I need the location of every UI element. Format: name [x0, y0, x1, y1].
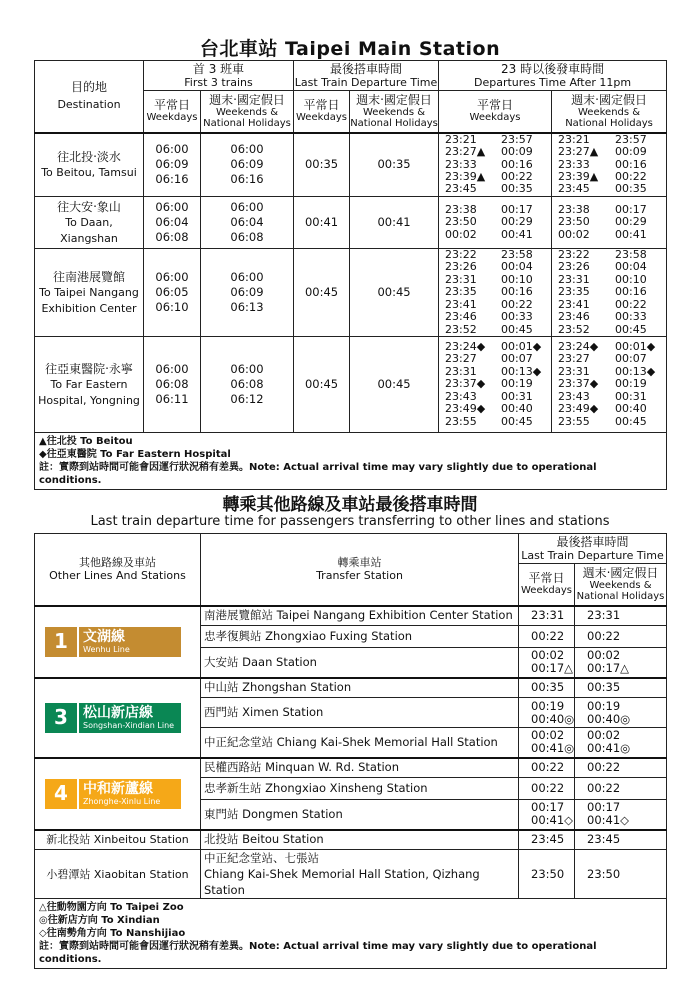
- departure-time: 23:49◆: [558, 402, 599, 416]
- transfer-station: 南港展覽館站 Taipei Nangang Exhibition Center Station: [201, 606, 519, 626]
- departure-time: 23:39▲: [558, 169, 599, 183]
- departure-time: 23:24◆: [445, 340, 486, 354]
- after-11pm-weekends: [552, 337, 667, 433]
- last-train-weekdays: 00:17 00:41◇: [519, 800, 575, 830]
- departure-time: 00:02: [445, 227, 477, 241]
- line-name-en: Songshan-Xindian Line: [83, 720, 175, 730]
- transfer-station: 民權西路站 Minquan W. Rd. Station: [201, 758, 519, 778]
- after-11pm-weekdays: [439, 337, 552, 433]
- departure-time: 23:26: [445, 260, 477, 274]
- departure-time: 23:45: [558, 182, 590, 196]
- line-number: 1: [45, 627, 77, 657]
- departure-time: 00:10: [615, 272, 647, 286]
- transfer-row: [35, 678, 667, 698]
- departure-time: 23:38: [558, 202, 590, 216]
- departure-time: 00:41: [615, 227, 647, 241]
- last-train-weekends: 00:02 00:17△: [575, 648, 667, 678]
- first-trains-weekdays: 06:00 06:05 06:10: [144, 249, 201, 337]
- departure-time: 00:13◆: [615, 364, 656, 378]
- last-train-weekdays: 00:22: [519, 778, 575, 800]
- departure-time: 00:01◆: [615, 340, 656, 354]
- last-train-weekdays: 00:02 00:17△: [519, 648, 575, 678]
- transfer-station-header: 轉乘車站 Transfer Station: [201, 534, 519, 606]
- departure-time: 00:40: [501, 402, 533, 416]
- departure-time: 23:27▲: [445, 145, 486, 159]
- departure-time: 23:21: [558, 132, 590, 146]
- departure-time: 23:31: [445, 272, 477, 286]
- departure-time: 23:41: [445, 297, 477, 311]
- last-train-weekdays: 00:22: [519, 626, 575, 648]
- transfer-station: 東門站 Dongmen Station: [201, 800, 519, 830]
- last-train-weekends: 00:35: [575, 678, 667, 698]
- transfer-row: [35, 606, 667, 626]
- departure-time: 00:31: [501, 389, 533, 403]
- weekdays-header: 平常日 Weekdays: [294, 91, 350, 133]
- last-train-weekends: 23:50: [575, 850, 667, 899]
- transfer-station: 中正紀念堂站、七張站 Chiang Kai-Shek Memorial Hall Station, Qizhang Station: [201, 850, 519, 899]
- transfer-station: 中山站 Zhongshan Station: [201, 678, 519, 698]
- departure-time: 23:37◆: [445, 377, 486, 391]
- last-train-weekends: 00:02 00:41◎: [575, 728, 667, 758]
- weekends-header: 週末‧國定假日 Weekends & National Holidays: [552, 91, 667, 133]
- departure-time: 23:39▲: [445, 169, 486, 183]
- departure-time: 00:22: [615, 297, 647, 311]
- departure-time: 23:52: [558, 322, 590, 336]
- transfer-station: 大安站 Daan Station: [201, 648, 519, 678]
- last-train-weekdays: 00:45: [294, 249, 350, 337]
- departure-time: 23:27: [445, 352, 477, 366]
- destination-row: [35, 337, 667, 433]
- line-number: 3: [45, 703, 77, 733]
- after-11pm-weekdays: [439, 249, 552, 337]
- departure-time: 00:35: [615, 182, 647, 196]
- transfer-station: 北投站 Beitou Station: [201, 830, 519, 850]
- departure-time: 00:09: [615, 145, 647, 159]
- last-train-weekdays: 00:22: [519, 758, 575, 778]
- departure-time: 00:40: [615, 402, 647, 416]
- last-train-weekends: 00:22: [575, 626, 667, 648]
- departure-time: 23:46: [445, 310, 477, 324]
- departure-time: 23:57: [501, 132, 533, 146]
- destination-row: [35, 197, 667, 249]
- departure-time: 00:09: [501, 145, 533, 159]
- footnotes: △往動物園方向 To Taipei Zoo ◎往新店方向 To Xindian ◇往南勢角方向 To Nanshijiao 註：實際到站時間可能會因運行狀況稍有差異。Note: Actual arrival time may vary slightly due to operational conditions.: [35, 899, 667, 969]
- line-name-en: Zhonghe-Xinlu Line: [83, 796, 161, 806]
- transfer-station: 中正紀念堂站 Chiang Kai-Shek Memorial Hall Station: [201, 728, 519, 758]
- departure-time: 00:29: [501, 215, 533, 229]
- departure-time: 23:49◆: [445, 402, 486, 416]
- departure-time: 00:35: [501, 182, 533, 196]
- departure-time: 23:27: [558, 352, 590, 366]
- departure-time: 23:55: [445, 414, 477, 428]
- departure-time: 23:58: [615, 248, 647, 262]
- departure-time: 00:17: [615, 202, 647, 216]
- transfer-subtitle: Last train departure time for passengers transferring to other lines and stations: [90, 514, 610, 529]
- departure-time: 00:17: [501, 202, 533, 216]
- last-train-weekdays: 00:41: [294, 197, 350, 249]
- after-11pm-weekdays: [439, 133, 552, 197]
- line-cell: [35, 678, 201, 758]
- transfer-station: 忠孝新生站 Zhongxiao Xinsheng Station: [201, 778, 519, 800]
- first-trains-weekends: 06:00 06:09 06:13: [201, 249, 294, 337]
- departure-time: 00:19: [615, 377, 647, 391]
- departure-time: 23:31: [445, 364, 477, 378]
- departure-time: 00:16: [501, 157, 533, 171]
- last-train-weekends: 00:45: [350, 337, 439, 433]
- departure-time: 23:58: [501, 248, 533, 262]
- destination-cell: 往大安‧象山 To Daan, Xiangshan: [35, 197, 144, 249]
- last-train-weekends: 00:17 00:41◇: [575, 800, 667, 830]
- line-cell: [35, 606, 201, 678]
- departure-time: 23:27▲: [558, 145, 599, 159]
- destination-header: 目的地 Destination: [35, 61, 144, 133]
- last-train-weekends: 23:31: [575, 606, 667, 626]
- departure-time: 00:33: [615, 310, 647, 324]
- departure-time: 23:22: [445, 248, 477, 262]
- departure-time: 00:04: [615, 260, 647, 274]
- last-train-weekends: 00:45: [350, 249, 439, 337]
- departure-time: 00:01◆: [501, 340, 542, 354]
- page-title: 台北車站 Taipei Main Station: [199, 38, 501, 60]
- departure-table: [34, 60, 667, 490]
- departure-time: 00:45: [615, 414, 647, 428]
- departure-time: 23:33: [558, 157, 590, 171]
- transfer-station: 西門站 Ximen Station: [201, 698, 519, 728]
- weekdays-header: 平常日 Weekdays: [439, 91, 552, 133]
- after-11pm-weekends: [552, 197, 667, 249]
- last-train-weekends: 00:41: [350, 197, 439, 249]
- last-train-weekends: 00:19 00:40◎: [575, 698, 667, 728]
- after-11pm-weekends: [552, 249, 667, 337]
- first-trains-weekdays: 06:00 06:09 06:16: [144, 133, 201, 197]
- last-train-weekdays: 23:31: [519, 606, 575, 626]
- departure-time: 23:31: [558, 272, 590, 286]
- last-train-weekdays: 00:35: [294, 133, 350, 197]
- weekdays-header: 平常日 Weekdays: [519, 564, 575, 606]
- last-train-weekdays: 23:45: [519, 830, 575, 850]
- departure-time: 23:24◆: [558, 340, 599, 354]
- departure-time: 23:50: [445, 215, 477, 229]
- last-train-weekdays: 00:45: [294, 337, 350, 433]
- first-trains-weekdays: 06:00 06:08 06:11: [144, 337, 201, 433]
- departure-time: 23:55: [558, 414, 590, 428]
- weekends-header: 週末‧國定假日 Weekends & National Holidays: [201, 91, 294, 133]
- departure-time: 23:52: [445, 322, 477, 336]
- departure-time: 23:50: [558, 215, 590, 229]
- departure-time: 00:45: [501, 322, 533, 336]
- after-11pm-header: 23 時以後發車時間 Departures Time After 11pm: [439, 61, 667, 91]
- departure-time: 23:31: [558, 364, 590, 378]
- departure-time: 00:22: [501, 169, 533, 183]
- first-trains-weekends: 06:00 06:08 06:12: [201, 337, 294, 433]
- after-11pm-weekdays: [439, 197, 552, 249]
- departure-time: 00:31: [615, 389, 647, 403]
- departure-time: 00:41: [501, 227, 533, 241]
- transfer-row: [35, 830, 667, 850]
- departure-time: 23:37◆: [558, 377, 599, 391]
- line-cell: [35, 758, 201, 830]
- destination-row: [35, 133, 667, 197]
- line-name-en: Wenhu Line: [83, 644, 130, 654]
- line-badge-4: [45, 779, 181, 809]
- line-name-zh: 松山新店線: [83, 704, 153, 721]
- line-number: 4: [45, 779, 77, 809]
- departure-time: 00:19: [501, 377, 533, 391]
- destination-cell: 往亞東醫院‧永寧 To Far Eastern Hospital, Yongning: [35, 337, 144, 433]
- transfer-row: [35, 850, 667, 899]
- departure-time: 00:04: [501, 260, 533, 274]
- departure-time: 23:43: [558, 389, 590, 403]
- first3-header: 首 3 班車 First 3 trains: [144, 61, 294, 91]
- departure-time: 00:16: [501, 285, 533, 299]
- last-train-header: 最後搭車時間 Last Train Departure Time: [294, 61, 438, 89]
- last-train-weekends: 00:35: [350, 133, 439, 197]
- weekends-header: 週末‧國定假日 Weekends & National Holidays: [575, 564, 667, 606]
- last-train-weekdays: 00:19 00:40◎: [519, 698, 575, 728]
- after-11pm-weekends: [552, 133, 667, 197]
- departure-time: 00:16: [615, 285, 647, 299]
- departure-time: 23:57: [615, 132, 647, 146]
- other-station-cell: 新北投站 Xinbeitou Station: [35, 830, 201, 850]
- departure-time: 00:07: [615, 352, 647, 366]
- first-trains-weekends: 06:00 06:04 06:08: [201, 197, 294, 249]
- departure-time: 00:13◆: [501, 364, 542, 378]
- last-train-weekdays: 23:50: [519, 850, 575, 899]
- transfer-row: [35, 758, 667, 778]
- last-train-weekends: 23:45: [575, 830, 667, 850]
- departure-time: 23:26: [558, 260, 590, 274]
- transfer-station: 忠孝復興站 Zhongxiao Fuxing Station: [201, 626, 519, 648]
- departure-time: 00:16: [615, 157, 647, 171]
- last-train-header: 最後搭車時間 Last Train Departure Time: [519, 534, 667, 564]
- footnotes: ▲往北投 To Beitou ◆往亞東醫院 To Far Eastern Hospital 註：實際到站時間可能會因運行狀況稍有差異。Note: Actual arrival time may vary slightly due to operational conditions.: [35, 433, 667, 490]
- departure-time: 00:29: [615, 215, 647, 229]
- departure-time: 00:45: [501, 414, 533, 428]
- other-lines-header: 其他路線及車站 Other Lines And Stations: [35, 534, 201, 606]
- last-train-weekends: 00:22: [575, 778, 667, 800]
- last-train-weekends: 00:22: [575, 758, 667, 778]
- departure-time: 23:22: [558, 248, 590, 262]
- departure-time: 00:22: [501, 297, 533, 311]
- departure-time: 23:21: [445, 132, 477, 146]
- first-trains-weekends: 06:00 06:09 06:16: [201, 133, 294, 197]
- weekends-header: 週末‧國定假日 Weekends & National Holidays: [350, 91, 439, 133]
- departure-time: 23:33: [445, 157, 477, 171]
- departure-time: 23:35: [558, 285, 590, 299]
- departure-time: 23:35: [445, 285, 477, 299]
- departure-time: 23:38: [445, 202, 477, 216]
- first-trains-weekdays: 06:00 06:04 06:08: [144, 197, 201, 249]
- departure-time: 00:33: [501, 310, 533, 324]
- transfer-title: 轉乘其他路線及車站最後搭車時間: [222, 495, 478, 515]
- departure-time: 00:45: [615, 322, 647, 336]
- departure-time: 23:41: [558, 297, 590, 311]
- departure-time: 00:02: [558, 227, 590, 241]
- destination-cell: 往南港展覽館 To Taipei Nangang Exhibition Center: [35, 249, 144, 337]
- line-badge-3: [45, 703, 181, 733]
- departure-time: 23:46: [558, 310, 590, 324]
- destination-row: [35, 249, 667, 337]
- destination-cell: 往北投‧淡水 To Beitou, Tamsui: [35, 133, 144, 197]
- weekdays-header: 平常日 Weekdays: [144, 91, 201, 133]
- last-train-weekdays: 00:35: [519, 678, 575, 698]
- line-name-zh: 中和新蘆線: [83, 780, 153, 797]
- departure-time: 00:07: [501, 352, 533, 366]
- departure-time: 23:43: [445, 389, 477, 403]
- transfer-table: [34, 533, 667, 969]
- line-badge-1: [45, 627, 181, 657]
- last-train-weekdays: 00:02 00:41◎: [519, 728, 575, 758]
- departure-time: 23:45: [445, 182, 477, 196]
- departure-time: 00:10: [501, 272, 533, 286]
- line-name-zh: 文湖線: [83, 628, 125, 645]
- departure-time: 00:22: [615, 169, 647, 183]
- other-station-cell: 小碧潭站 Xiaobitan Station: [35, 850, 201, 899]
